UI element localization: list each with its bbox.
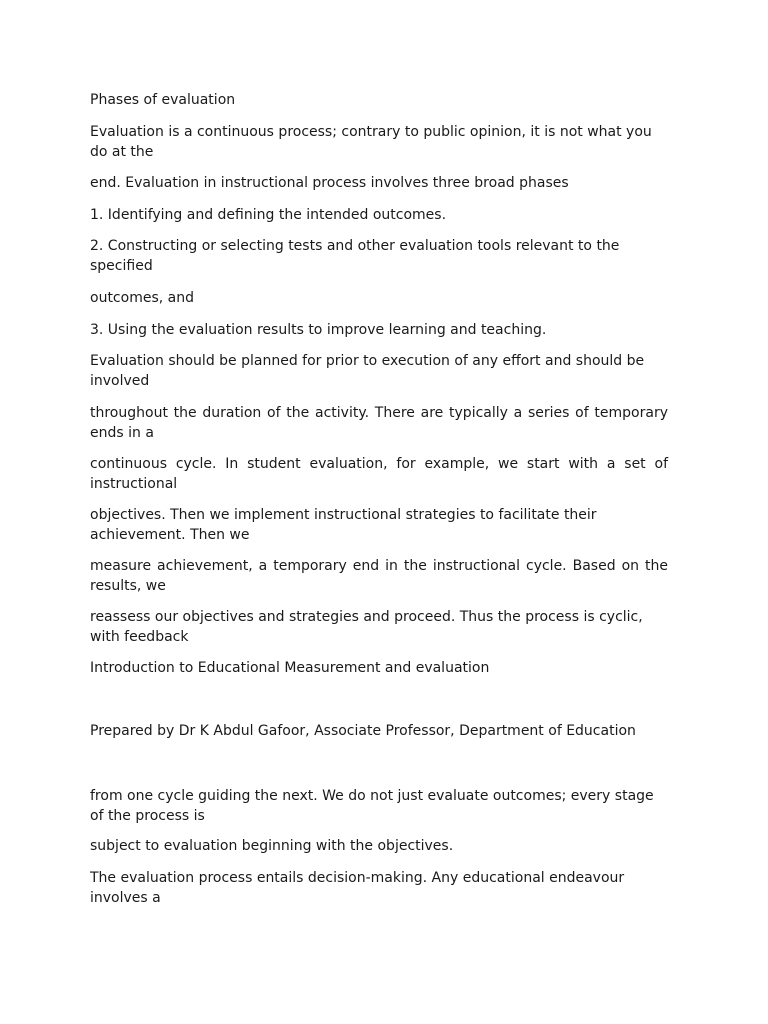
running-title: Introduction to Educational Measurement and evaluation [90,660,490,676]
author-line: Prepared by Dr K Abdul Gafoor, Associate Professor, Department of Education [90,723,636,739]
paragraph: outcomes, and [90,290,194,306]
paragraph: continuous cycle. In student evaluation, for example, we start with a set of instructional [90,456,668,492]
paragraph: reassess our objectives and strategies and proceed. Thus the process is cyclic, with feedback [90,609,643,645]
list-item: 1. Identifying and defining the intended outcomes. [90,207,447,223]
paragraph: The evaluation process entails decision-making. Any educational endeavour involves a [90,870,625,906]
paragraph: measure achievement, a temporary end in the instructional cycle. Based on the results, we [90,558,668,594]
document-heading: Phases of evaluation [90,92,236,108]
paragraph: Evaluation is a continuous process; contrary to public opinion, it is not what you do at the [90,124,652,160]
paragraph: throughout the duration of the activity. There are typically a series of temporary ends in a [90,405,668,441]
paragraph: end. Evaluation in instructional process involves three broad phases [90,175,569,191]
paragraph: from one cycle guiding the next. We do not just evaluate outcomes; every stage of the process is [90,788,654,824]
list-item: 3. Using the evaluation results to improve learning and teaching. [90,322,547,338]
paragraph: objectives. Then we implement instructional strategies to facilitate their achievement. Then we [90,507,597,543]
paragraph: subject to evaluation beginning with the objectives. [90,838,454,854]
list-item: 2. Constructing or selecting tests and other evaluation tools relevant to the specified [90,238,620,274]
paragraph: Evaluation should be planned for prior to execution of any effort and should be involved [90,353,645,389]
